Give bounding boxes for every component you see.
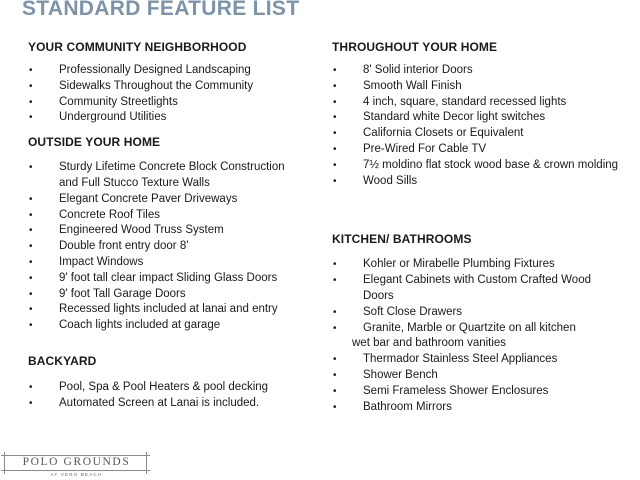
throughout-list [332, 63, 638, 189]
section-heading: YOUR COMMUNITY NEIGHBORHOOD [28, 40, 247, 54]
list-item: • 7½ moldino flat stock wood base & crown molding [332, 158, 638, 174]
list-item: • 9' foot Tall Garage Doors [28, 287, 318, 303]
logo-sub-text: AT VERO BEACH [50, 472, 103, 477]
section-heading: THROUGHOUT YOUR HOME [332, 40, 498, 54]
page-title: STANDARD FEATURE LIST [22, 0, 300, 20]
list-item: • Underground Utilities [28, 110, 318, 126]
list-item-continuation: Doors [363, 289, 394, 302]
list-item: • Professionally Designed Landscaping [28, 63, 318, 79]
section-kitchen [332, 231, 638, 415]
list-item: • 8' Solid interior Doors [332, 63, 638, 79]
list-item: • Sturdy Lifetime Concrete Block Construction [28, 160, 318, 176]
list-item: • Bathroom Mirrors [332, 400, 638, 416]
list-item: • Engineered Wood Truss System [28, 223, 318, 239]
list-item: • Pool, Spa & Pool Heaters & pool decking [28, 380, 318, 396]
list-item: • 9' foot tall clear impact Sliding Glass Doors [28, 271, 318, 287]
list-item: • Sidewalks Throughout the Community [28, 79, 318, 95]
list-item: • Impact Windows [28, 255, 318, 271]
list-item: • Pre-Wired For Cable TV [332, 142, 638, 158]
polo-grounds-logo [1, 451, 152, 480]
list-item-continuation: and Full Stucco Texture Walls [59, 176, 210, 189]
list-item: • Concrete Roof Tiles [28, 208, 318, 224]
left-column [28, 39, 318, 412]
list-item: • Wood Sills [332, 174, 638, 190]
list-item: • Thermador Stainless Steel Appliances [332, 352, 638, 368]
right-column [332, 39, 638, 415]
section-heading: OUTSIDE YOUR HOME [28, 135, 161, 150]
list-item: • Automated Screen at Lanai is included. [28, 396, 318, 412]
list-item: • Shower Bench [332, 368, 638, 384]
list-item: • Kohler or Mirabelle Plumbing Fixtures [332, 257, 638, 273]
logo-main-text: POLO GROUNDS [22, 456, 131, 468]
section-outside [28, 134, 318, 334]
list-item: • 4 inch, square, standard recessed lights [332, 95, 638, 111]
kitchen-list [332, 257, 638, 415]
section-throughout [332, 39, 638, 189]
list-item: • Smooth Wall Finish [332, 79, 638, 95]
list-item: • Soft Close Drawers [332, 305, 638, 321]
section-heading: BACKYARD [28, 353, 97, 368]
list-item-continuation: wet bar and bathroom vanities [352, 337, 507, 350]
list-item: • Recessed lights included at lanai and entry [28, 302, 318, 318]
list-item: • Community Streetlights [28, 95, 318, 111]
section-heading: KITCHEN/ BATHROOMS [332, 232, 472, 247]
list-item: • Standard white Decor light switches [332, 110, 638, 126]
list-item: • Coach lights included at garage [28, 318, 318, 334]
list-item: • Granite, Marble or Quartzite on all kitchen [332, 321, 638, 337]
section-community [28, 39, 318, 126]
section-backyard [28, 353, 318, 412]
list-item: • Double front entry door 8' [28, 239, 318, 255]
community-list [28, 63, 318, 126]
list-item: • Elegant Cabinets with Custom Crafted Wood [332, 273, 638, 289]
outside-list [28, 160, 318, 334]
list-item: • Elegant Concrete Paver Driveways [28, 192, 318, 208]
backyard-list [28, 380, 318, 412]
list-item: • California Closets or Equivalent [332, 126, 638, 142]
list-item: • Semi Frameless Shower Enclosures [332, 384, 638, 400]
